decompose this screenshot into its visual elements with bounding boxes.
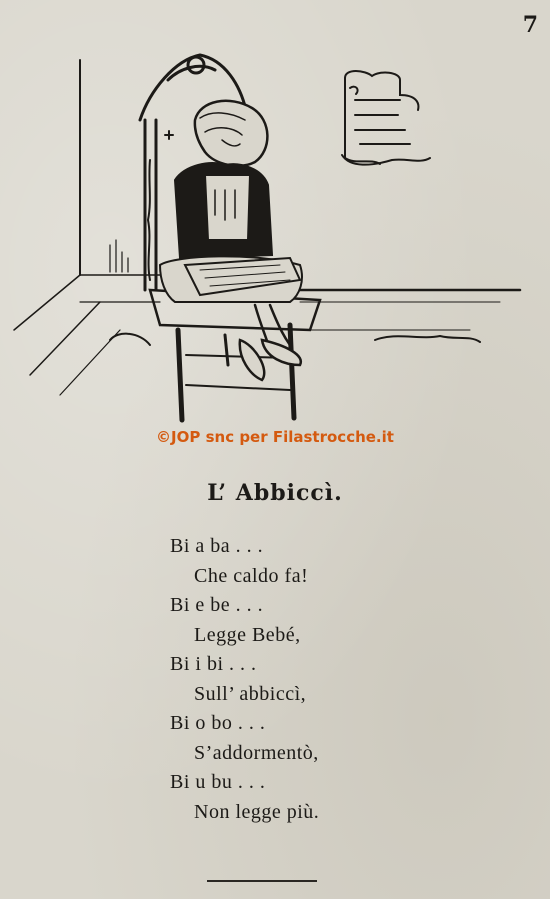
child-reading-illustration — [0, 40, 550, 430]
poem-title: L’ Abbiccì. — [207, 480, 343, 506]
page-number: 7 — [522, 12, 538, 38]
poem-line: Bi o bo . . . — [170, 712, 266, 734]
poem-line: Sull’ abbiccì, — [194, 682, 307, 705]
copyright-watermark: ©JOP snc per Filastrocche.it — [156, 428, 394, 446]
poem-line: Bi i bi . . . — [170, 653, 257, 675]
end-rule — [207, 880, 317, 882]
poem-line: Bi a ba . . . — [170, 535, 264, 557]
poem-line: Non legge più. — [194, 800, 320, 823]
child-figure — [160, 101, 302, 380]
poem-line: Bi u bu . . . — [170, 771, 266, 793]
wall-ornament — [342, 71, 430, 165]
poem-line: Che caldo fa! — [194, 564, 309, 587]
floor-line — [14, 275, 80, 330]
poem-line: S’addormentò, — [194, 741, 319, 764]
poem-line: Legge Bebé, — [194, 623, 301, 646]
poem-line: Bi e be . . . — [170, 594, 264, 616]
poem-body — [170, 532, 319, 827]
